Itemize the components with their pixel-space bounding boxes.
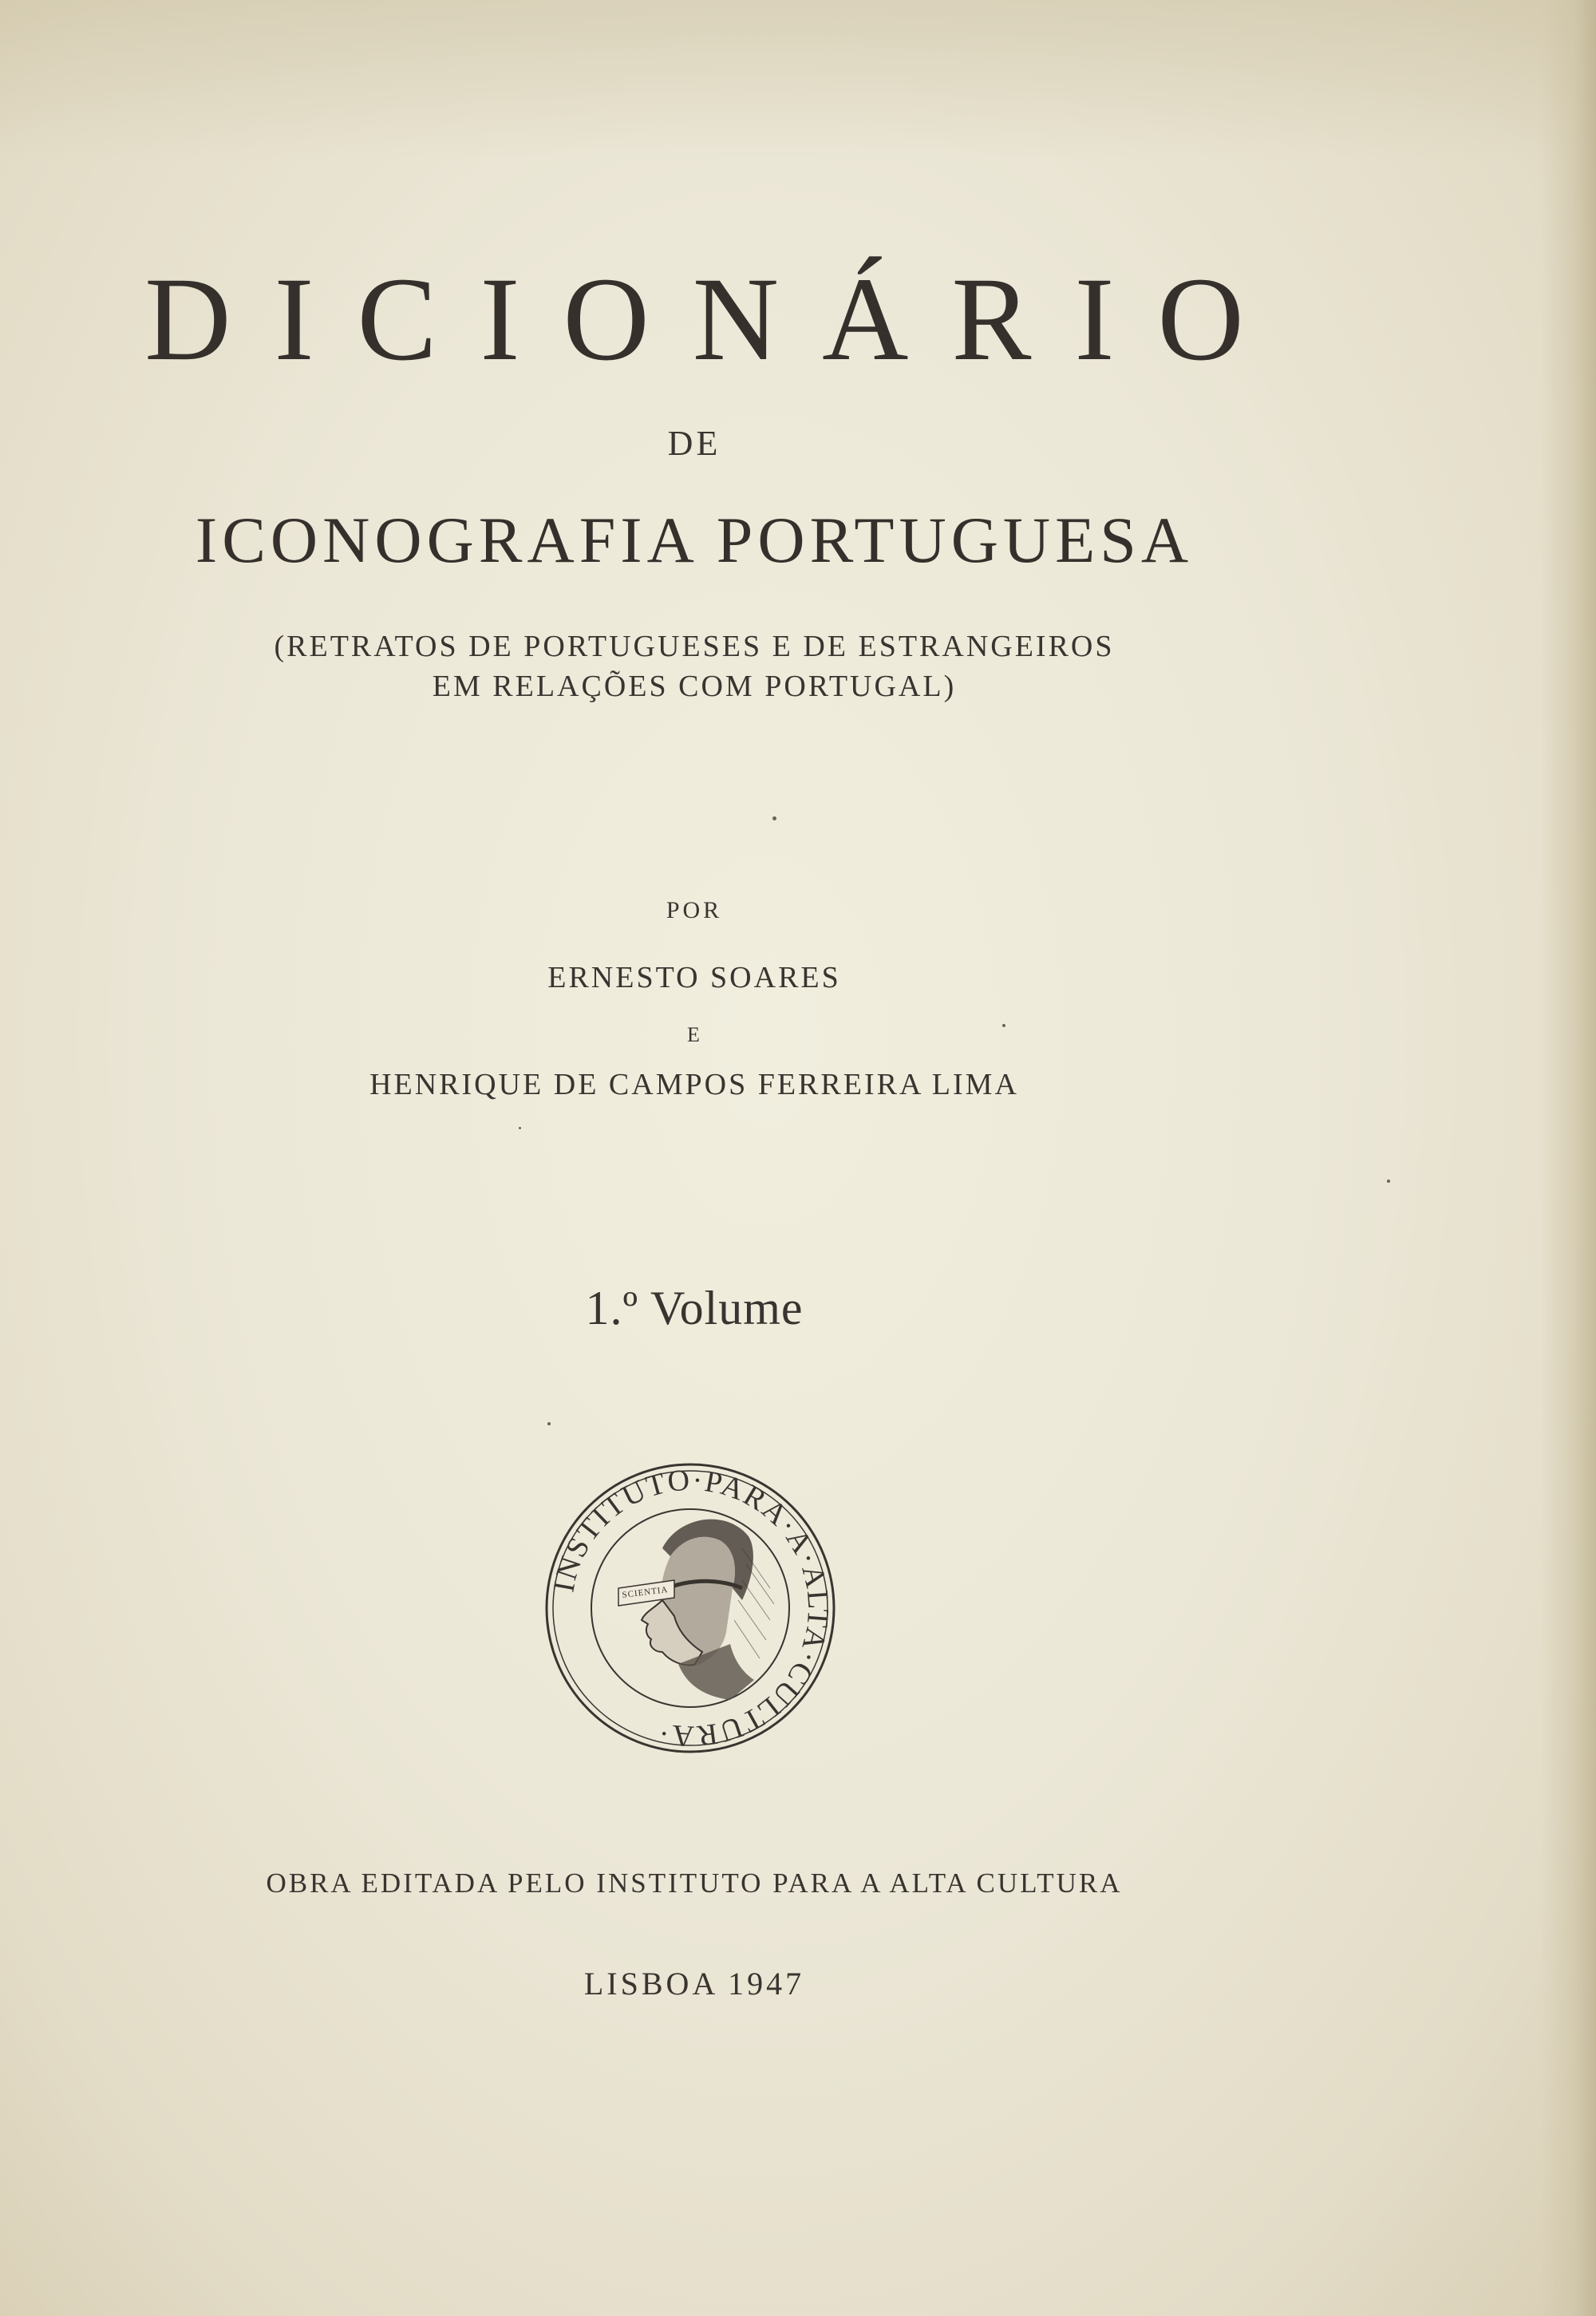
page-edge-shadow	[1540, 0, 1596, 2316]
subtitle-description	[0, 626, 1389, 706]
book-subtitle: ICONOGRAFIA PORTUGUESA	[195, 504, 1194, 576]
paper-speck	[772, 816, 776, 820]
author-conjunction: E	[687, 1023, 701, 1046]
author-first: ERNESTO SOARES	[547, 961, 841, 994]
publisher-line: OBRA EDITADA PELO INSTITUTO PARA A ALTA CULTURA	[266, 1867, 1123, 1899]
paper-speck	[519, 1127, 521, 1129]
paper-speck	[1387, 1180, 1390, 1183]
description-line-2: EM RELAÇÕES COM PORTUGAL)	[432, 670, 957, 703]
by-label: POR	[666, 897, 723, 923]
svg-text:SCIENTIA: SCIENTIA	[621, 1584, 670, 1600]
place-and-year: LISBOA 1947	[583, 1966, 805, 2002]
minerva-seal-icon	[543, 1460, 838, 1756]
svg-text:INSTITUTO·PARA·A·ALTA·CULTURA·: INSTITUTO·PARA·A·ALTA·CULTURA·	[547, 1463, 836, 1753]
paper-speck	[1002, 1024, 1005, 1027]
author-second: HENRIQUE DE CAMPOS FERREIRA LIMA	[369, 1068, 1019, 1101]
volume-number: 1.º Volume	[585, 1282, 804, 1334]
paper-speck	[547, 1422, 551, 1425]
paper-shading	[0, 0, 1596, 160]
title-connector: DE	[667, 424, 721, 463]
book-title: DICIONÁRIO	[144, 253, 1287, 385]
description-line-1: (RETRATOS DE PORTUGUESES E DE ESTRANGEIROS	[274, 630, 1115, 663]
